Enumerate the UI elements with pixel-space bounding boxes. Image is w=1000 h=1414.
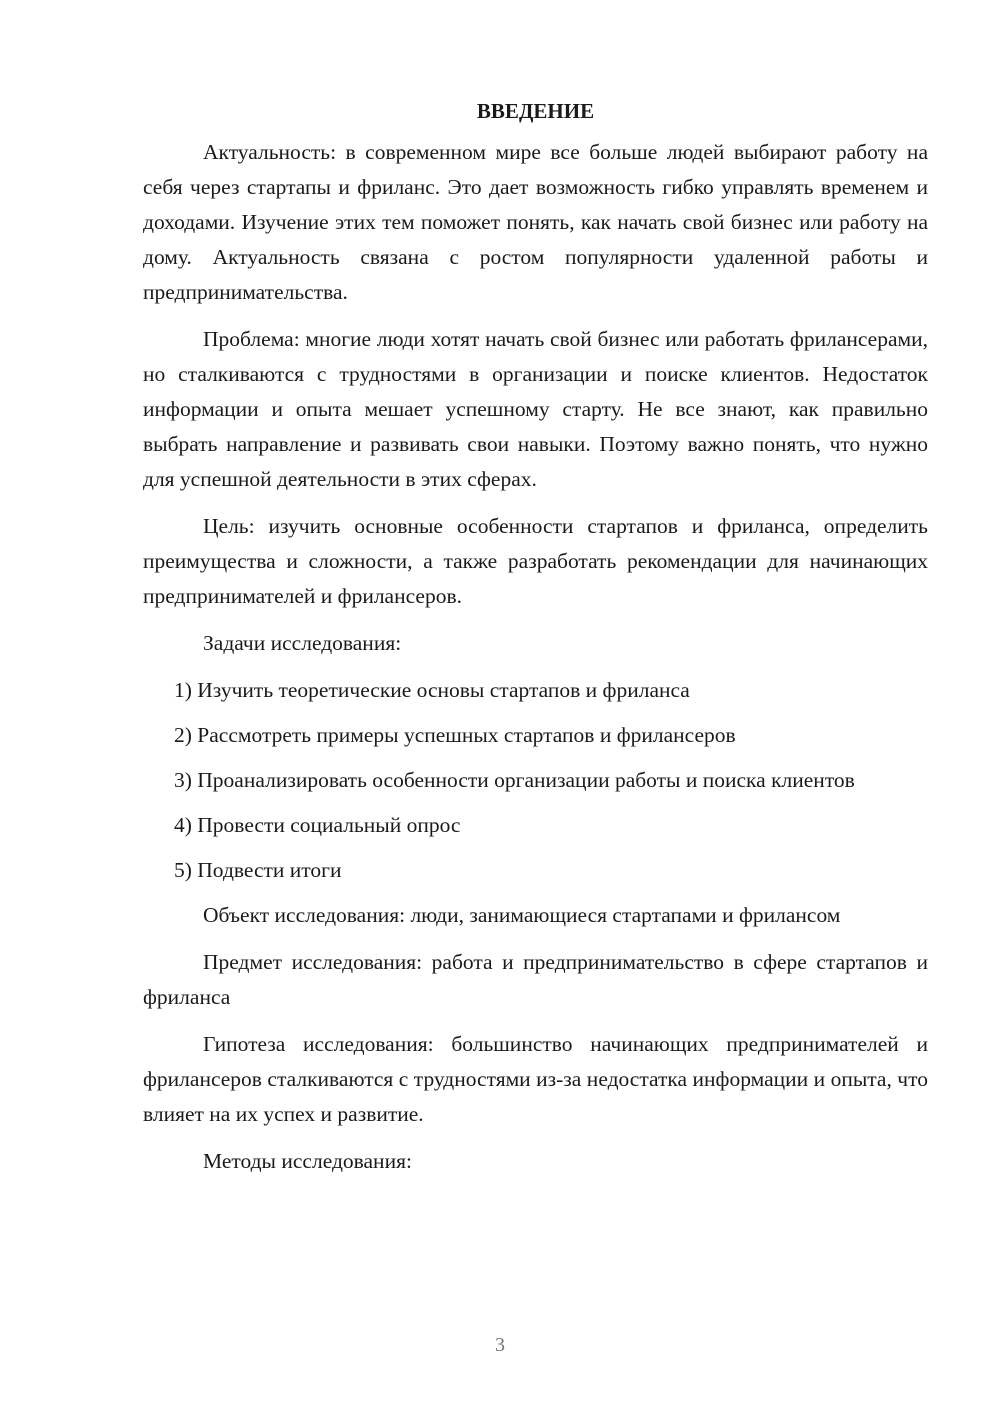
task-item-4: 4) Провести социальный опрос: [174, 813, 461, 837]
paragraph-problem: Проблема: многие люди хотят начать свой бизнес или работать фрилансерами, но сталкиваются с трудностями в организации и поиске клиентов. Недостаток информации и опыта мешает успешному старту. Не все знают, как правильно выбрать направление и развивать свои навыки. Поэтому важно понять, что нужно для успешной деятельности в этих сферах.: [143, 327, 928, 491]
paragraph-relevance: Актуальность: в современном мире все больше людей выбирают работу на себя через стартапы и фриланс. Это дает возможность гибко управлять временем и доходами. Изучение этих тем поможет понять, как начать свой бизнес или работу на дому. Актуальность связана с ростом популярности удаленной работы и предпринимательства.: [143, 140, 928, 304]
paragraph-object: Объект исследования: люди, занимающиеся стартапами и фрилансом: [203, 903, 841, 927]
task-item-5: 5) Подвести итоги: [174, 858, 342, 882]
page-number: 3: [495, 1334, 505, 1356]
task-item-2: 2) Рассмотреть примеры успешных стартапов и фрилансеров: [174, 723, 736, 747]
paragraph-tasks-intro: Задачи исследования:: [203, 631, 402, 655]
paragraph-hypothesis: Гипотеза исследования: большинство начинающих предпринимателей и фрилансеров сталкиваются с трудностями из-за недостатка информации и опыта, что влияет на их успех и развитие.: [143, 1032, 928, 1126]
paragraph-methods: Методы исследования:: [203, 1149, 412, 1173]
task-item-3: 3) Проанализировать особенности организации работы и поиска клиентов: [174, 768, 855, 792]
paragraph-goal: Цель: изучить основные особенности стартапов и фриланса, определить преимущества и сложности, а также разработать рекомендации для начинающих предпринимателей и фрилансеров.: [143, 514, 928, 608]
document-page: [143, 96, 928, 1191]
paragraph-subject: Предмет исследования: работа и предпринимательство в сфере стартапов и фриланса: [143, 950, 928, 1009]
task-item-1: 1) Изучить теоретические основы стартапов и фриланса: [174, 678, 690, 702]
section-heading: ВВЕДЕНИЕ: [476, 99, 595, 123]
